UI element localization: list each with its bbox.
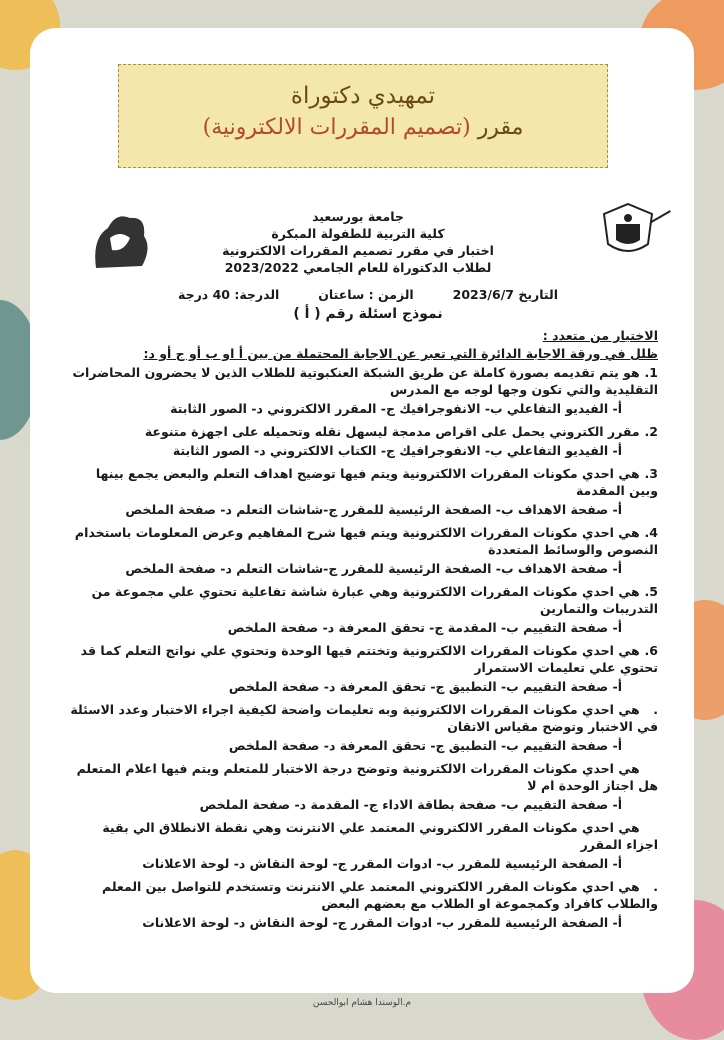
question-item	[68, 583, 658, 636]
section-instruction: ظلل في ورقة الاجابة الدائرة التي تعبر عن الاجابة المحتملة من بين أ او ب أو ج أو د:	[143, 346, 658, 361]
question-options: أ- صفحة التقييم ب- المقدمة ج- تحقق المعرفة د- صفحة الملخص	[227, 620, 622, 635]
exam-time: الزمن : ساعتان	[318, 287, 414, 302]
question-number: 6.	[644, 643, 658, 658]
title-line1: تمهيدي دكتوراة	[290, 83, 436, 109]
section-title: الاختيار من متعدد :	[542, 328, 658, 343]
exam-meta	[178, 287, 558, 302]
question-list	[68, 364, 658, 937]
question-item	[68, 760, 658, 813]
question-options: أ- الصفحة الرئيسية للمقرر ب- ادوات المقرر ج- لوحة النقاش د- لوحة الاعلانات	[142, 856, 622, 871]
question-options: أ- صفحة التقييم ب- التطبيق ج- تحقق المعرفة د- صفحة الملخص	[228, 738, 622, 753]
question-item	[68, 423, 658, 459]
question-text-row	[68, 465, 658, 499]
exam-audience: لطلاب الدكتوراة للعام الجامعي 2023/2022	[224, 260, 492, 275]
question-options: أ- الفيديو التفاعلي ب- الانفوجرافيك ج- الكتاب الالكتروني د- الصور الثابتة	[172, 443, 622, 458]
question-text: هو يتم تقديمه بصورة كاملة عن طريق الشبكة العنكبوتية للطلاب الذين لا يحضرون المحاضرات التقليدية والتي تكون وجها لوجه مع المدرس	[72, 365, 658, 397]
question-options: أ- الصفحة الرئيسية للمقرر ب- ادوات المقرر ج- لوحة النقاش د- لوحة الاعلانات	[142, 915, 622, 930]
question-options: أ- صفحة الاهداف ب- الصفحة الرئيسية للمقرر ج-شاشات التعلم د- صفحة الملخص	[125, 561, 622, 576]
question-options: أ- الفيديو التفاعلي ب- الانفوجرافيك ج- المقرر الالكتروني د- الصور الثابتة	[170, 401, 622, 416]
question-options: أ- صفحة الاهداف ب- الصفحة الرئيسية للمقرر ج-شاشات التعلم د- صفحة الملخص	[125, 502, 622, 517]
question-text-row	[68, 760, 658, 794]
question-number: 1.	[644, 365, 658, 380]
question-text: هي احدي مكونات المقرر الالكتروني المعتمد علي الانترنت وهي نقطة الانطلاق الي بقية اجزاء المقرر	[102, 820, 658, 852]
question-item	[68, 701, 658, 754]
university-name: جامعة بورسعيد	[312, 209, 404, 224]
question-number: 4.	[644, 525, 658, 540]
question-item	[68, 465, 658, 518]
question-text-row	[68, 423, 658, 440]
exam-grade: الدرجة: 40 درجة	[178, 287, 280, 302]
question-number: 5.	[644, 584, 658, 599]
title-box	[118, 64, 608, 168]
question-item	[68, 642, 658, 695]
title-line2	[119, 115, 607, 140]
question-text-row	[68, 701, 658, 735]
title-course: (تصميم المقررات الالكترونية)	[202, 115, 471, 140]
question-options: أ- صفحة التقييم ب- التطبيق ج- تحقق المعرفة د- صفحة الملخص	[228, 679, 622, 694]
footer-signature: م.الوسندا هشام ابوالحسن	[312, 998, 412, 1008]
question-text: هي احدي مكونات المقررات الالكترونية وهي عبارة شاشة تفاعلية تحتوي علي مجموعة من التدريبات والتمارين	[91, 584, 658, 616]
question-text: هي احدي مكونات المقررات الالكترونية ويتم فيها توضيح اهداف التعلم والبعض يجمع بينها وبين المقدمة	[95, 466, 658, 498]
question-text: هي احدي مكونات المقررات الالكترونية وتختتم فيها الوحدة وتحتوي علي نواتج التعلم كما قد تحتوي علي تعليمات الاستمرار	[80, 643, 658, 675]
question-text: هي احدي مكونات المقررات الالكترونية وبه تعليمات واضحة لكيفية اجراء الاختبار وعدد الاسئلة في الاختبار وتوضح مقياس الاتقان	[70, 702, 658, 734]
question-number: .	[653, 702, 658, 717]
question-text: هي احدي مكونات المقررات الالكترونية ويتم فيها شرح المفاهيم وعرض المعلومات باستخدام النصوص والوسائط المتعددة	[74, 525, 658, 557]
exam-title: اختبار في مقرر تصميم المقررات الالكترونية	[222, 243, 494, 258]
model-number: نموذج اسئلة رقم ( أ )	[293, 306, 443, 322]
question-item	[68, 364, 658, 417]
question-options: أ- صفحة التقييم ب- صفحة بطاقة الاداء ج- المقدمة د- صفحة الملخص	[199, 797, 622, 812]
question-text-row	[68, 524, 658, 558]
university-logo-icon	[598, 200, 658, 260]
question-number: 3.	[644, 466, 658, 481]
document-card	[30, 28, 694, 993]
question-number: .	[653, 879, 658, 894]
exam-header	[168, 208, 548, 276]
exam-sheet	[68, 200, 658, 980]
question-item	[68, 819, 658, 872]
question-item	[68, 878, 658, 931]
title-prefix: مقرر	[477, 115, 524, 140]
faculty-name: كلية التربية للطفولة المبكرة	[271, 226, 445, 241]
question-text: هي احدي مكونات المقررات الالكترونية وتوضح درجة الاختبار للمتعلم ويتم فيها اعلام المتعلم هل اجتاز الوحدة ام لا	[76, 761, 658, 793]
question-text: مقرر الكتروني يحمل على اقراص مدمجة ليسهل نقله وتحميله على اجهزة متنوعة	[144, 424, 640, 439]
question-item	[68, 524, 658, 577]
question-text-row	[68, 878, 658, 912]
question-text-row	[68, 819, 658, 853]
faculty-logo-icon	[86, 208, 156, 272]
exam-date: التاريخ 2023/6/7	[452, 287, 558, 302]
question-text-row	[68, 364, 658, 398]
question-number: 2.	[644, 424, 658, 439]
question-text-row	[68, 642, 658, 676]
question-text: هي احدي مكونات المقرر الالكتروني المعتمد علي الانترنت وتستخدم للتواصل بين المعلم والطلاب كافراد وكمجموعة او الطلاب مع بعضهم البعض	[102, 879, 658, 911]
question-text-row	[68, 583, 658, 617]
